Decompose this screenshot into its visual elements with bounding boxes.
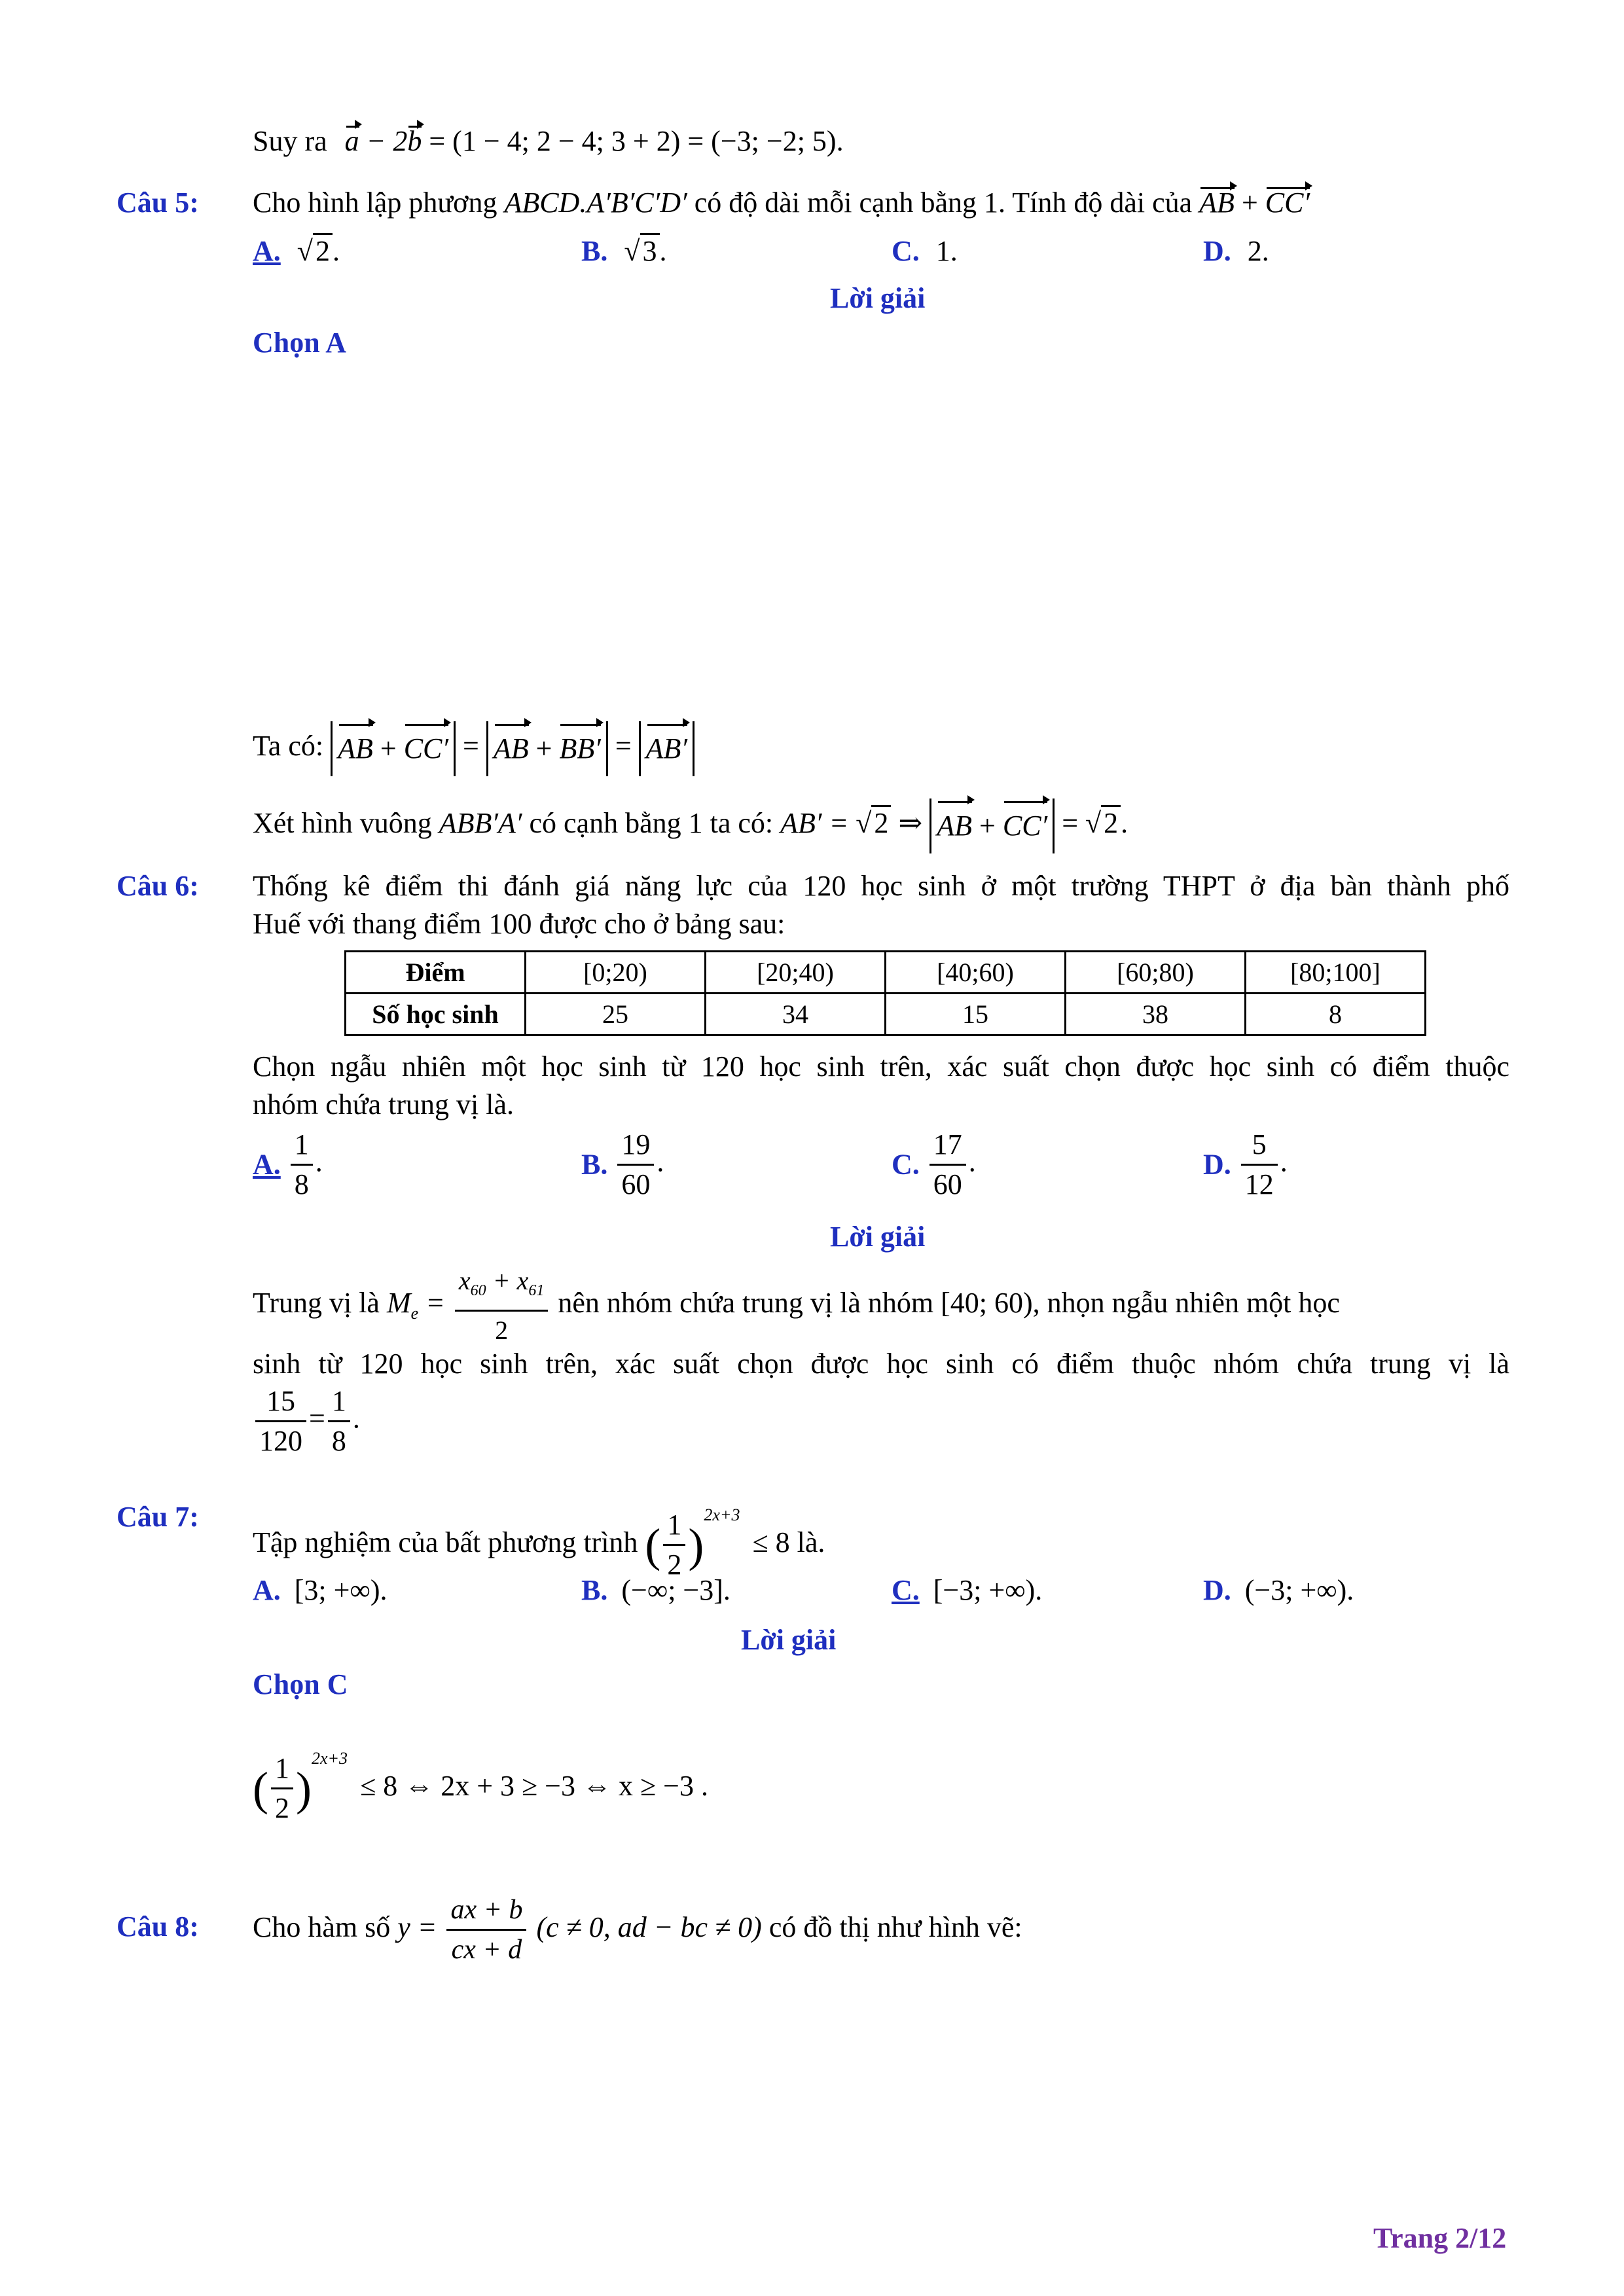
q7-option-b-value: (−∞; −3].	[621, 1574, 731, 1606]
sqrt-symbol: √2	[856, 796, 891, 851]
fraction	[291, 1126, 313, 1204]
fraction	[328, 1382, 350, 1460]
q5-option-a[interactable]: A. √2.	[253, 233, 340, 270]
q6-option-c-den: 60	[933, 1168, 962, 1200]
table-cell: [20;40)	[706, 952, 886, 994]
q5-option-b[interactable]: B. √3.	[581, 233, 667, 270]
q7-solution-line: ( $\frac{1}{2}$ )$^{2x+3}$ ≤ 8 ⇔ 2x + 3 ≥ −3 ⇔ x ≥ −3 .	[253, 1716, 708, 1831]
q6-label: Câu 6:	[117, 870, 199, 902]
q6-option-a-letter: A.	[253, 1148, 281, 1181]
page-number: Trang 2/12	[1373, 2222, 1507, 2254]
sqrt-symbol: √2	[1085, 796, 1121, 851]
table-cell: [0;20)	[526, 952, 706, 994]
q8-text1: Cho hàm số	[253, 1911, 391, 1943]
q7-option-b-letter: B.	[581, 1574, 608, 1606]
q5-text2: có độ dài mỗi cạnh bằng	[694, 187, 977, 219]
abs-value: AB + CC′	[929, 798, 1055, 853]
table-cell: 8	[1246, 994, 1426, 1035]
abs-value: AB + BB′	[486, 721, 608, 776]
q6-option-d-letter: D.	[1203, 1148, 1231, 1181]
fraction: $\frac{1}{2}$	[271, 1749, 293, 1827]
q8-text2: có đồ thị như hình vẽ:	[768, 1911, 1022, 1943]
q6-option-b-num: 19	[617, 1126, 654, 1166]
q6-ask-line1: Chọn ngẫu nhiên một học sinh từ 120 học sinh trên, xác suất chọn được học sinh có điểm thuộc	[253, 1050, 1509, 1083]
q7-option-c-letter: C.	[892, 1574, 920, 1606]
q5-option-b-value: 3	[640, 233, 660, 267]
q5-text3: . Tính độ dài của	[998, 187, 1193, 219]
q7-stem-suffix: ≤ 8 là.	[752, 1526, 825, 1558]
q6-ans-den2: 8	[331, 1425, 346, 1457]
q6-solution-title: Lời giải	[830, 1221, 926, 1253]
q6-option-a[interactable]: A. $\frac{1}{8}$ .	[253, 1126, 323, 1204]
q5-vector-ab: AB	[1199, 185, 1235, 221]
q6-ask-line2: nhóm chứa trung vị là.	[253, 1088, 514, 1121]
q6-stem-line2: Huế với thang điểm 100 được cho ở bảng sau:	[253, 908, 785, 940]
q7-option-a-value: [3; +∞).	[294, 1574, 388, 1606]
table-header-cell: Điểm	[346, 952, 526, 994]
q6-option-a-num: 1	[291, 1126, 313, 1166]
table-cell: [40;60)	[886, 952, 1066, 994]
fraction	[1241, 1126, 1278, 1204]
q5-line1-prefix: Ta có:	[253, 730, 324, 762]
q5-option-c-letter: C.	[892, 235, 920, 267]
q5-solution-title: Lời giải	[830, 282, 926, 314]
sqrt-symbol: √2	[297, 233, 333, 270]
q6-ans-num1: 15	[255, 1382, 306, 1422]
abs-value: AB + CC′	[331, 721, 456, 776]
fraction	[255, 1382, 306, 1460]
q6-option-c-letter: C.	[892, 1148, 920, 1181]
table-cell: 38	[1066, 994, 1246, 1035]
prev-solution-prefix: Suy ra	[253, 125, 327, 157]
q6-option-c-num: 17	[929, 1126, 966, 1166]
q6-option-b[interactable]: B. $\frac{19}{60}$ .	[581, 1126, 664, 1204]
q5-cube: ABCD.A′B′C′D′	[504, 187, 687, 219]
q6-sol1-end: , nhọn ngẫu nhiên một học	[1032, 1287, 1340, 1319]
table-cell: 34	[706, 994, 886, 1035]
q6-option-b-den: 60	[621, 1168, 651, 1200]
q7-stem: Tập nghiệm của bất phương trình ( $\frac{1}{2}$ )$^{2x+3}$ ≤ 8 là.	[253, 1473, 825, 1588]
q7-option-a[interactable]	[253, 1572, 388, 1609]
table-cell: 15	[886, 994, 1066, 1035]
q6-option-b-letter: B.	[581, 1148, 608, 1181]
q5-label: Câu 5:	[117, 187, 199, 219]
q6-option-a-den: 8	[294, 1168, 309, 1200]
q6-stem-line1: Thống kê điểm thi đánh giá năng lực của 120 học sinh ở một trường THPT ở địa bàn thành phố	[253, 870, 1509, 902]
q7-label: Câu 7:	[117, 1501, 199, 1533]
q6-median-group: [40; 60)	[941, 1287, 1033, 1319]
fraction	[929, 1126, 966, 1204]
vector-expression: a − 2b	[345, 125, 429, 157]
table-row	[346, 994, 1426, 1035]
q5-option-c[interactable]: C. 1.	[892, 235, 958, 267]
fraction: $\frac{x_{60} + x_{61}}{2}$	[455, 1262, 549, 1350]
q6-ans-den1: 120	[259, 1425, 302, 1457]
q7-sol-suffix: ≤ 8 ⇔ 2x + 3 ≥ −3 ⇔ x ≥ −3 .	[360, 1770, 708, 1802]
q5-solution-line2: Xét hình vuông ABB′A′ có cạnh bằng 1 ta có: AB′ = √2 ⇒ AB + CC′ = √2.	[253, 796, 1128, 853]
q5-chosen-answer: Chọn A	[253, 327, 347, 359]
q5-line2-mid: có cạnh bằng 1 ta có:	[529, 807, 774, 839]
q8-func-den: cx + d	[451, 1935, 522, 1965]
q7-option-c[interactable]	[892, 1572, 1042, 1609]
q5-line2-lhs: AB′ =	[780, 807, 849, 839]
q7-stem-prefix: Tập nghiệm của bất phương trình	[253, 1526, 638, 1558]
q5-solution-line1: Ta có: AB + CC′ = AB + BB′ = AB′	[253, 719, 695, 776]
table-cell: 25	[526, 994, 706, 1035]
q6-option-d[interactable]: D. $\frac{5}{12}$ .	[1203, 1126, 1288, 1204]
score-table	[344, 950, 1426, 1036]
prev-solution-line	[253, 123, 844, 160]
q5-line2-text: Xét hình vuông	[253, 807, 432, 839]
q5-option-d-letter: D.	[1203, 235, 1231, 267]
q6-sol1-prefix: Trung vị là	[253, 1287, 380, 1319]
q5-option-d-value: 2	[1247, 235, 1262, 267]
q8-condition: (c ≠ 0, ad − bc ≠ 0)	[536, 1911, 762, 1943]
q8-func-num: ax + b	[446, 1891, 526, 1931]
q7-option-b[interactable]	[581, 1572, 731, 1609]
fraction	[446, 1891, 526, 1969]
q7-option-a-letter: A.	[253, 1574, 281, 1606]
q5-option-c-value: 1	[935, 235, 950, 267]
q6-option-d-den: 12	[1244, 1168, 1274, 1200]
q7-solution-title: Lời giải	[741, 1624, 837, 1656]
q7-option-d-letter: D.	[1203, 1574, 1231, 1606]
q5-vector-cc: CC′	[1265, 185, 1310, 221]
q5-stem: Cho hình lập phương ABCD.A′B′C′D′ có độ dài mỗi cạnh bằng 1. Tính độ dài của AB + CC′	[253, 185, 1310, 221]
q5-line2-rhs: 2	[1101, 805, 1121, 839]
q5-option-a-letter: A.	[253, 235, 281, 267]
q7-option-d[interactable]	[1203, 1572, 1354, 1609]
fraction: $\frac{1}{2}$	[663, 1506, 685, 1584]
fraction	[617, 1126, 654, 1204]
table-cell: [80;100]	[1246, 952, 1426, 994]
q5-option-a-value: 2	[313, 233, 333, 267]
q7-exponent: 2x+3	[704, 1505, 740, 1524]
q6-ans-num2: 1	[328, 1382, 350, 1422]
q6-solution-line1: Trung vị là $M_e$ = $\frac{x_{60} + x_{61}}{2}$ nên nhóm chứa trung vị là nhóm [40; 60), nhọn ngẫu nhiên một học	[253, 1262, 1509, 1350]
q8-label: Câu 8:	[117, 1910, 199, 1943]
table-cell: [60;80)	[1066, 952, 1246, 994]
abs-value: AB′	[639, 721, 695, 776]
sqrt-symbol: √3	[624, 233, 659, 270]
prev-solution-result: = (1 − 4; 2 − 4; 3 + 2) = (−3; −2; 5).	[429, 125, 844, 157]
q5-option-d[interactable]: D. 2.	[1203, 235, 1269, 267]
q6-solution-answer: $\frac{15}{120}$ = $\frac{1}{8}$ .	[253, 1382, 360, 1460]
q7-option-c-value: [−3; +∞).	[933, 1574, 1043, 1606]
q6-option-c[interactable]: C. $\frac{17}{60}$ .	[892, 1126, 976, 1204]
q5-edge: 1	[984, 187, 999, 219]
q8-stem: Cho hàm số y = $\frac{ax + b}{cx + d}$ (c ≠ 0, ad − bc ≠ 0) có đồ thị như hình vẽ:	[253, 1885, 1022, 1970]
q7-chosen-answer: Chọn C	[253, 1668, 348, 1700]
q5-option-b-letter: B.	[581, 235, 608, 267]
q7-option-d-value: (−3; +∞).	[1244, 1574, 1354, 1606]
table-row	[346, 952, 1426, 994]
table-header-cell: Số học sinh	[346, 994, 526, 1035]
q5-text1: Cho hình lập phương	[253, 187, 497, 219]
q6-option-d-num: 5	[1241, 1126, 1278, 1166]
q6-solution-line2: sinh từ 120 học sinh trên, xác suất chọn được học sinh có điểm thuộc nhóm chứa trung vị là	[253, 1348, 1509, 1380]
q6-sol1-mid: nên nhóm chứa trung vị là nhóm	[558, 1287, 934, 1319]
q5-square-name: ABB′A′	[439, 807, 522, 839]
